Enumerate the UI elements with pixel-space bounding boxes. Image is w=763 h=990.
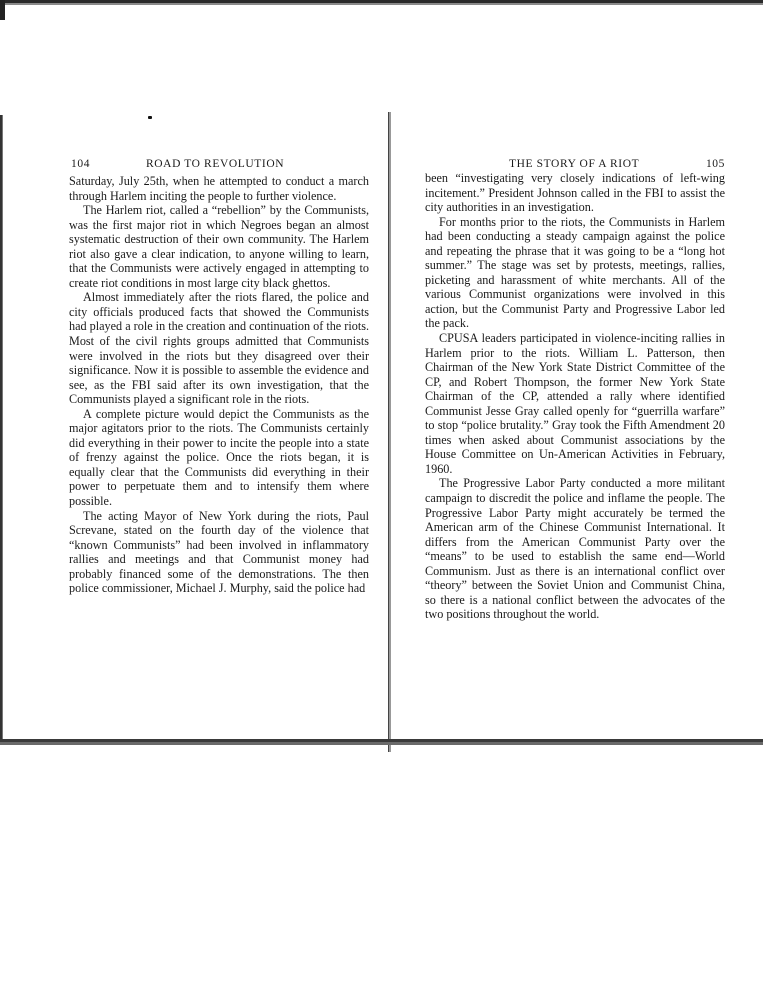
left-page xyxy=(69,158,369,596)
paragraph: Saturday, July 25th, when he attempted to conduct a march through Harlem inciting the people to further violence. xyxy=(69,174,369,203)
left-running-head: ROAD TO REVOLUTION xyxy=(146,158,285,170)
speck-mark xyxy=(148,116,152,119)
paragraph: Almost immediately after the riots flared, the police and city officials produced facts that showed the Communists had played a role in the creation and continuation of the riots. Most of the civil rights groups admitted that Communists were involved in the riots but they disagreed over their significance. Now it is possible to assemble the evidence and see, as the FBI said after its own investigation, that the Communists played a significant role in the riots. xyxy=(69,290,369,407)
right-page-body xyxy=(425,171,725,622)
paragraph: been “investigating very closely indications of left-wing incitement.” President Johnson called in the FBI to assist the city authorities in an investigation. xyxy=(425,171,725,215)
book-gutter xyxy=(388,112,391,752)
paragraph: A complete picture would depict the Communists as the major agitators prior to the riots. The Communists certainly did everything in their power to incite the people into a state of frenzy against the police. Once the riots began, it is equally clear that the Communists did everything in their power to perpetuate them and to intensify them where possible. xyxy=(69,406,369,509)
scan-left-edge xyxy=(0,115,5,745)
paragraph: The acting Mayor of New York during the riots, Paul Screvane, stated on the fourth day of the violence that “known Communists” had been involved in inflammatory rallies and meetings and that Communist money had probably financed some of the demonstrations. The then police commissioner, Michael J. Murphy, said the police had xyxy=(69,508,369,596)
paragraph: The Progressive Labor Party conducted a more militant campaign to discredit the police and inflame the people. The Progressive Labor Party might accurately be termed the American arm of the Chinese Communist International. It differs from the American Communist Party over the “means” to be used to establish the same end—World Communism. Just as there is an international conflict over “theory” between the Soviet Union and Communist China, so there is a national conflict between the advocates of the two positions throughout the world. xyxy=(425,476,725,622)
right-page-header xyxy=(425,158,725,174)
right-running-head: THE STORY OF A RIOT xyxy=(509,158,640,170)
paragraph: For months prior to the riots, the Communists in Harlem had been conducting a steady campaign against the police and repeating the phrase that it was going to be a “long hot summer.” The stage was set by protests, meetings, rallies, picketing and harassment of white merchants. All of the various Communist organizations were involved in this action, but the Communist Party and Progressive Labor led the pack. xyxy=(425,214,725,331)
scan-top-edge xyxy=(0,0,763,7)
left-page-header xyxy=(69,158,369,174)
scan-corner-mark xyxy=(0,0,5,20)
paragraph: CPUSA leaders participated in violence-inciting rallies in Harlem prior to the riots. William L. Patterson, then Chairman of the New York State District Committee of the CP, and Robert Thompson, the former New York State Chairman of the CP, attended a rally where identified Communist Jesse Gray called openly for “guerrilla warfare” to stop “police brutality.” Gray took the Fifth Amendment 20 times when asked about Communist associations by the House Committee on Un-American Activities in February, 1960. xyxy=(425,331,725,476)
right-page-number: 105 xyxy=(705,158,725,170)
paragraph: The Harlem riot, called a “rebellion” by the Communists, was the first major riot in which Negroes began an almost systematic destruction of their own community. The Harlem riot also gave a clear indication, to anyone willing to learn, that the Communists were actively engaged in attempting to create riot conditions in most large city black ghettos. xyxy=(69,203,369,290)
scan-bottom-edge xyxy=(0,739,763,749)
right-page xyxy=(425,158,725,622)
left-page-body xyxy=(69,174,369,596)
left-page-number: 104 xyxy=(71,158,91,170)
